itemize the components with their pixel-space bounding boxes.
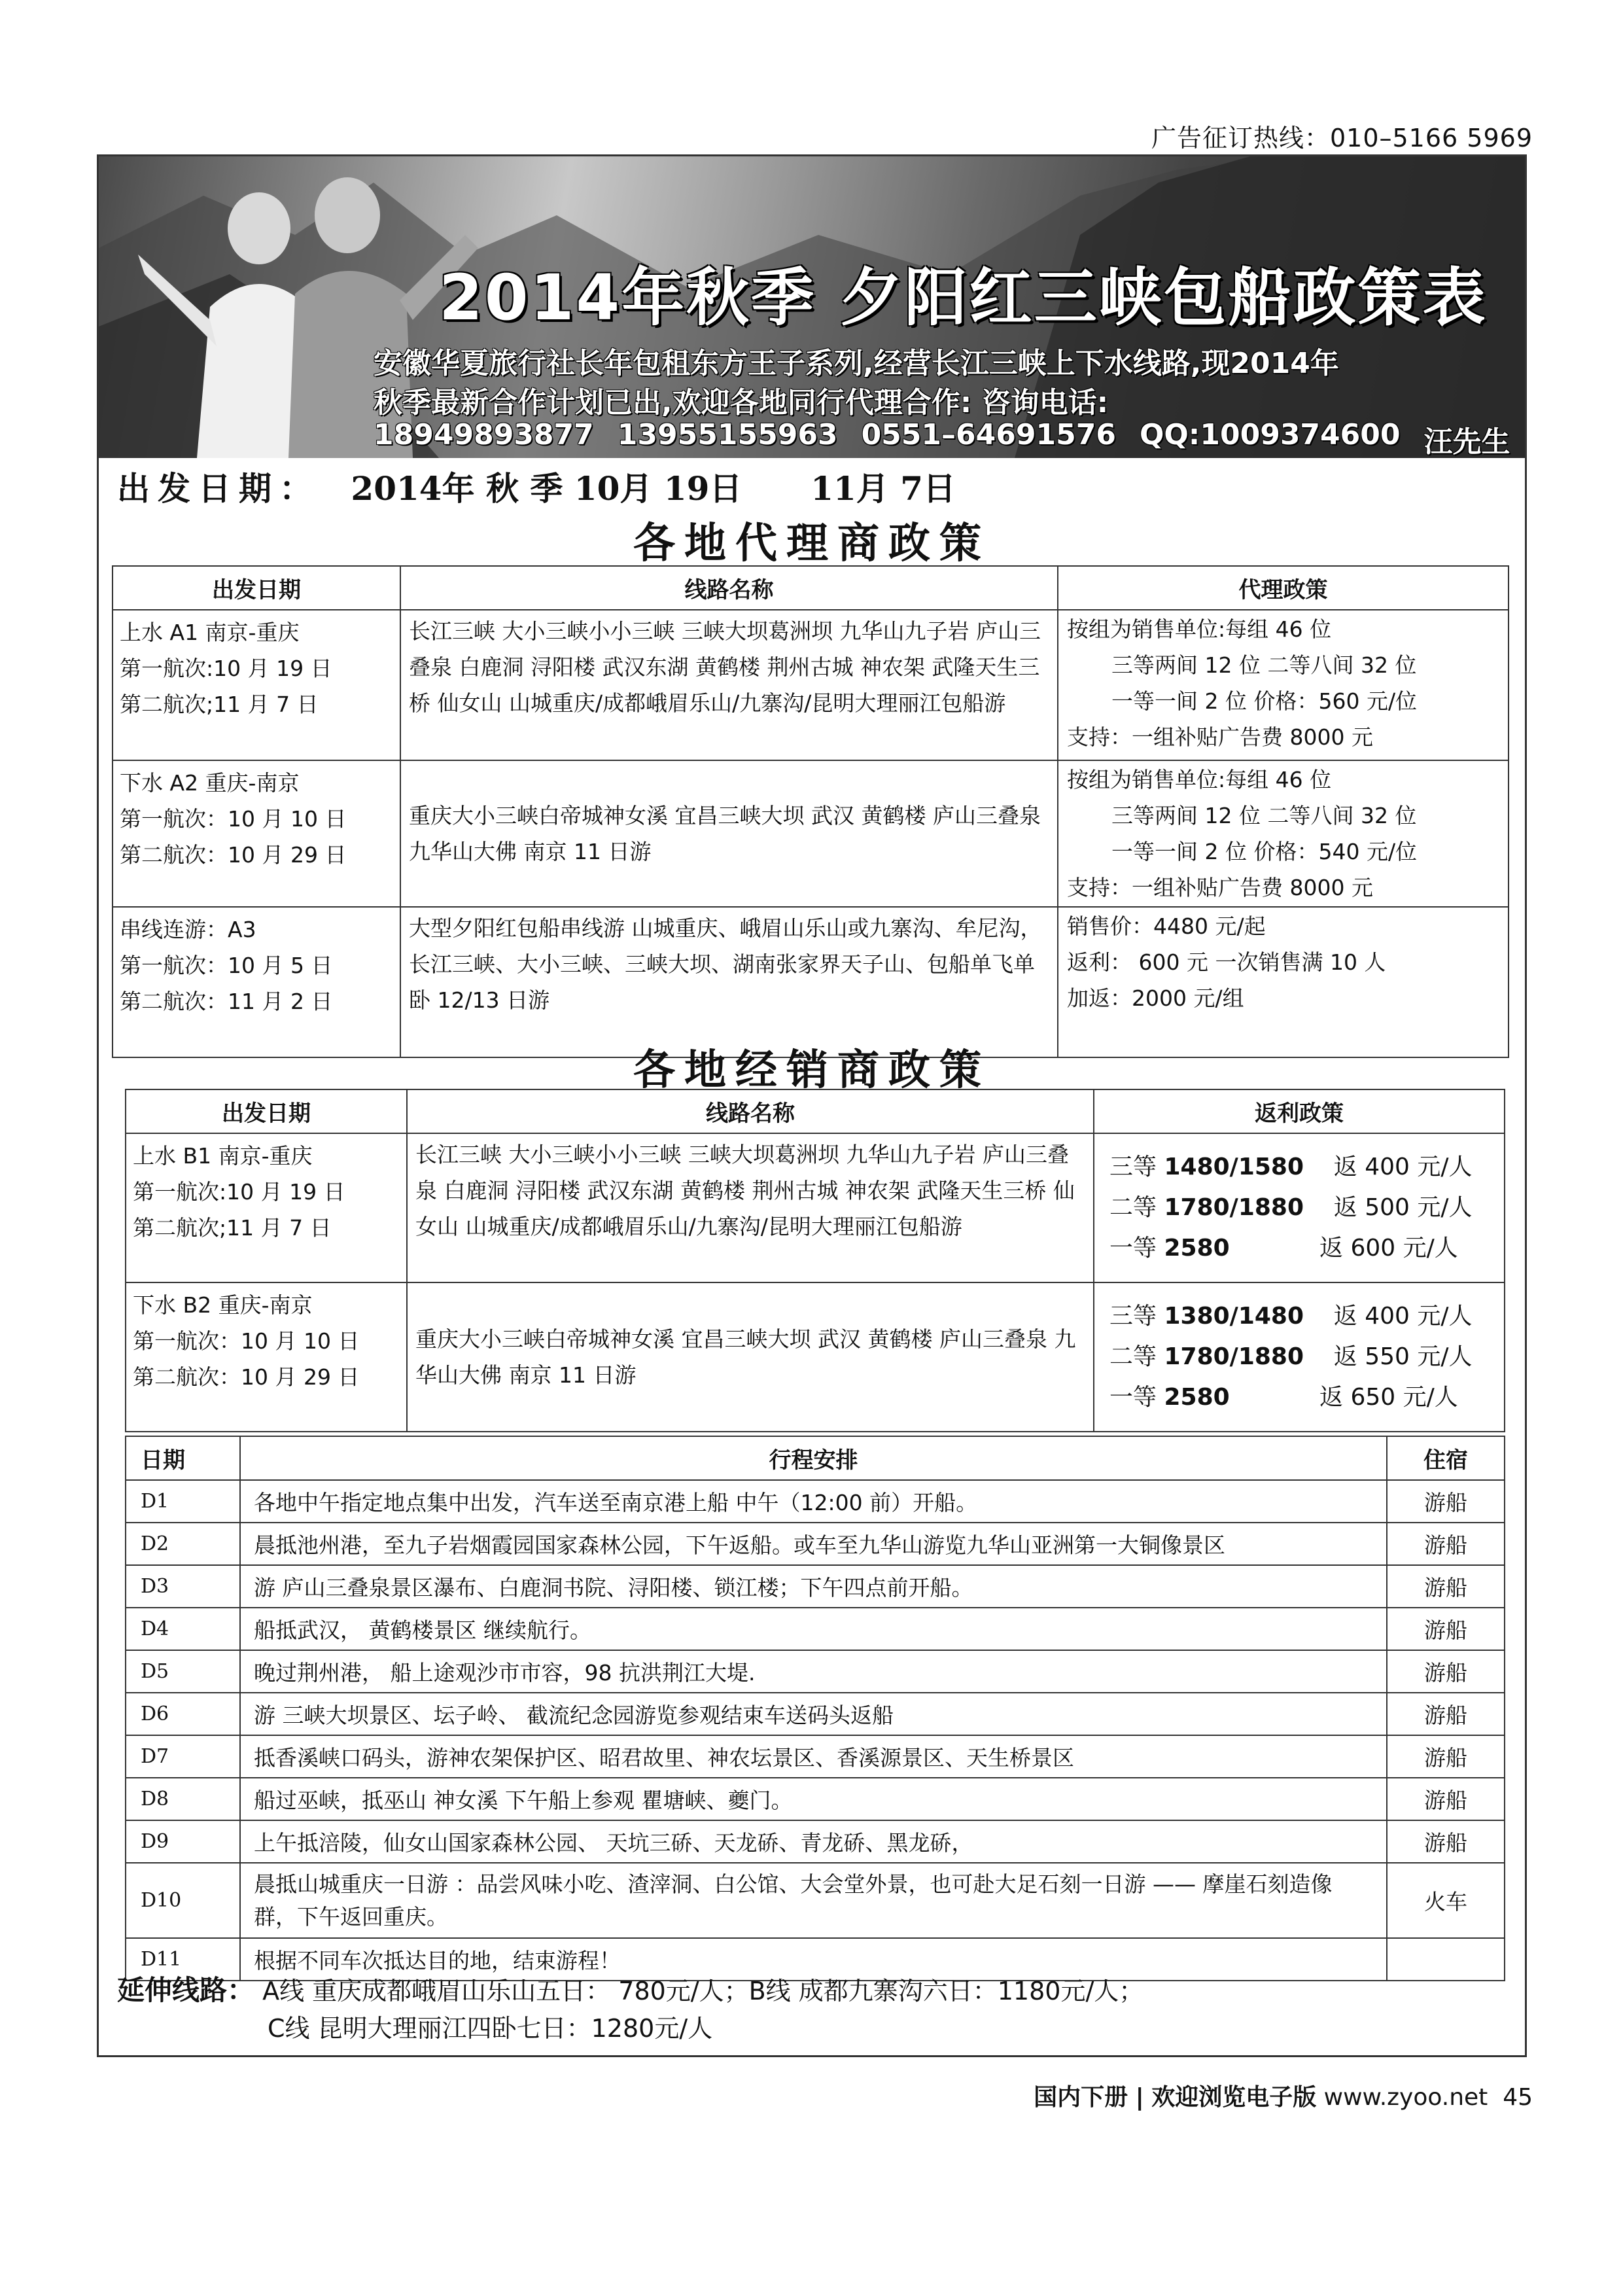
footer-section: 国内下册 bbox=[1034, 2084, 1128, 2111]
agent-policy-a1: 按组为销售单位:每组 46 位 三等两间 12 位 二等八间 32 位 一等一间 2 位 价格：560 元/位 支持：一组补贴广告费 8000 元 bbox=[1058, 610, 1509, 760]
agent-header-date: 出发日期 bbox=[113, 566, 400, 610]
itinerary-header-stay: 住宿 bbox=[1387, 1436, 1505, 1480]
table-row: D8 船过巫峡，抵巫山 神女溪 下午船上参观 瞿塘峡、夔门。 游船 bbox=[126, 1778, 1505, 1820]
agent-policy-table bbox=[112, 565, 1509, 1058]
page-footer bbox=[1034, 2079, 1533, 2112]
extension-line-1: 延伸线路： A线 重庆成都峨眉山乐山五日： 780元/人；B线 成都九寨沟六日：1180元/人； bbox=[117, 1974, 1144, 2006]
itinerary-header-day: 日期 bbox=[126, 1436, 240, 1480]
itinerary-plan: 各地中午指定地点集中出发，汽车送至南京港上船 中午（12:00 前）开船。 bbox=[240, 1480, 1387, 1523]
departure-dates bbox=[117, 463, 956, 510]
table-row: D9 上午抵涪陵，仙女山国家森林公园、 天坑三硚、天龙硚、青龙硚、黑龙硚， 游船 bbox=[126, 1820, 1505, 1863]
phone-1: 18949893877 bbox=[374, 418, 594, 451]
itinerary-plan: 根据不同车次抵达目的地，结束游程！ bbox=[240, 1938, 1387, 1981]
agent-date-a3: 串线连游：A3 第一航次：10 月 5 日 第二航次：11 月 2 日 bbox=[113, 907, 400, 1057]
ad-hotline: 广告征订热线：010–5166 5969 bbox=[1151, 124, 1533, 152]
table-row: D3 游 庐山三叠泉景区瀑布、白鹿洞书院、浔阳楼、锁江楼；下午四点前开船。 游船 bbox=[126, 1565, 1505, 1608]
table-row bbox=[126, 1133, 1505, 1282]
qq-number: QQ:1009374600 bbox=[1139, 418, 1401, 451]
hero-intro-2: 秋季最新合作计划已出,欢迎各地同行代理合作: 咨询电话: bbox=[374, 386, 1109, 419]
footer-slogan: 欢迎浏览电子版 bbox=[1151, 2084, 1317, 2111]
agent-policy-a3: 销售价：4480 元/起 返利： 600 元 一次销售满 10 人 加返：2000 元/组 bbox=[1058, 907, 1509, 1057]
hero-intro-1: 安徽华夏旅行社长年包租东方王子系列,经营长江三峡上下水线路,现2014年 bbox=[374, 347, 1339, 380]
dealer-date-b2: 下水 B2 重庆-南京 第一航次：10 月 10 日 第二航次：10 月 29 日 bbox=[126, 1282, 407, 1432]
agent-policy-a2: 按组为销售单位:每组 46 位 三等两间 12 位 二等八间 32 位 一等一间 2 位 价格：540 元/位 支持：一组补贴广告费 8000 元 bbox=[1058, 760, 1509, 907]
itinerary-plan: 船抵武汉， 黄鹤楼景区 继续航行。 bbox=[240, 1608, 1387, 1650]
departure-first: 2014年 秋 季 10月 19日 bbox=[351, 469, 742, 508]
itinerary-plan: 晨抵池州港，至九子岩烟霞园国家森林公园，下午返船。或车至九华山游览九华山亚洲第一大铜像景区 bbox=[240, 1523, 1387, 1565]
agent-section-title: 各地代理商政策 bbox=[633, 519, 990, 568]
page-number: 45 bbox=[1503, 2084, 1533, 2111]
content-frame bbox=[97, 154, 1527, 2057]
phone-3: 0551–64691576 bbox=[861, 418, 1116, 451]
table-row: D6 游 三峡大坝景区、坛子岭、 截流纪念园游览参观结束车送码头返船 游船 bbox=[126, 1693, 1505, 1735]
table-row: D1 各地中午指定地点集中出发，汽车送至南京港上船 中午（12:00 前）开船。 游船 bbox=[126, 1480, 1505, 1523]
dealer-route-b2: 重庆大小三峡白帝城神女溪 宜昌三峡大坝 武汉 黄鹤楼 庐山三叠泉 九华山大佛 南京 11 日游 bbox=[407, 1282, 1094, 1432]
agent-route-a2: 重庆大小三峡白帝城神女溪 宜昌三峡大坝 武汉 黄鹤楼 庐山三叠泉 九华山大佛 南京 11 日游 bbox=[400, 760, 1058, 907]
table-row: D10 晨抵山城重庆一日游 ：品尝风味小吃、渣滓洞、白公馆、大会堂外景，也可赴大足石刻一日游 —— 摩崖石刻造像群，下午返回重庆。 火车 bbox=[126, 1863, 1505, 1938]
footer-separator: | bbox=[1135, 2084, 1144, 2111]
dealer-policy-table bbox=[125, 1089, 1505, 1432]
dealer-rebate-b2: 三等 1380/1480 返 400 元/人 二等 1780/1880 返 550 元/人 一等 2580 返 650 元/人 bbox=[1094, 1282, 1505, 1432]
extension-label: 延伸线路： bbox=[117, 1974, 255, 2006]
table-row bbox=[126, 1282, 1505, 1432]
table-row bbox=[113, 907, 1509, 1057]
agent-date-a2: 下水 A2 重庆-南京 第一航次：10 月 10 日 第二航次：10 月 29 日 bbox=[113, 760, 400, 907]
itinerary-plan: 晚过荆州港， 船上途观沙市市容，98 抗洪荆江大堤. bbox=[240, 1650, 1387, 1693]
hero-banner bbox=[99, 156, 1525, 458]
itinerary-header-plan: 行程安排 bbox=[240, 1436, 1387, 1480]
itinerary-plan: 游 庐山三叠泉景区瀑布、白鹿洞书院、浔阳楼、锁江楼；下午四点前开船。 bbox=[240, 1565, 1387, 1608]
table-row bbox=[113, 610, 1509, 760]
phone-2: 13955155963 bbox=[617, 418, 838, 451]
dealer-header-route: 线路名称 bbox=[407, 1089, 1094, 1133]
dealer-section-title: 各地经销商政策 bbox=[633, 1046, 990, 1095]
departure-label: 出发日期： bbox=[117, 469, 320, 508]
table-row: D5 晚过荆州港， 船上途观沙市市容，98 抗洪荆江大堤. 游船 bbox=[126, 1650, 1505, 1693]
extension-line-2: C线 昆明大理丽江四卧七日：1280元/人 bbox=[268, 2014, 713, 2043]
itinerary-plan: 晨抵山城重庆一日游 ：品尝风味小吃、渣滓洞、白公馆、大会堂外景，也可赴大足石刻一日游 —— 摩崖石刻造像群，下午返回重庆。 bbox=[240, 1863, 1387, 1938]
itinerary-table bbox=[125, 1436, 1505, 1981]
table-row: D11 根据不同车次抵达目的地，结束游程！ bbox=[126, 1938, 1505, 1981]
footer-site-link[interactable]: www.zyoo.net bbox=[1323, 2084, 1488, 2111]
agent-header-route: 线路名称 bbox=[400, 566, 1058, 610]
dealer-route-b1: 长江三峡 大小三峡小小三峡 三峡大坝葛洲坝 九华山九子岩 庐山三叠泉 白鹿洞 浔阳楼 武汉东湖 黄鹤楼 荆州古城 神农架 武隆天生三桥 仙女山 山城重庆/成都峨眉乐山/九寨沟/昆明大理丽江包船游 bbox=[407, 1133, 1094, 1282]
hero-contact bbox=[374, 418, 1525, 458]
itinerary-plan: 上午抵涪陵，仙女山国家森林公园、 天坑三硚、天龙硚、青龙硚、黑龙硚， bbox=[240, 1820, 1387, 1863]
agent-date-a1: 上水 A1 南京-重庆 第一航次:10 月 19 日 第二航次;11 月 7 日 bbox=[113, 610, 400, 760]
table-row: D4 船抵武汉， 黄鹤楼景区 继续航行。 游船 bbox=[126, 1608, 1505, 1650]
itinerary-plan: 抵香溪峡口码头，游神农架保护区、昭君故里、神农坛景区、香溪源景区、天生桥景区 bbox=[240, 1735, 1387, 1778]
agent-route-a3: 大型夕阳红包船串线游 山城重庆、峨眉山乐山或九寨沟、牟尼沟，长江三峡、大小三峡、三峡大坝、湖南张家界天子山、包船单飞单卧 12/13 日游 bbox=[400, 907, 1058, 1057]
contact-name: 汪先生 bbox=[1423, 425, 1510, 458]
table-row bbox=[113, 760, 1509, 907]
dealer-header-rebate: 返利政策 bbox=[1094, 1089, 1505, 1133]
itinerary-plan: 船过巫峡，抵巫山 神女溪 下午船上参观 瞿塘峡、夔门。 bbox=[240, 1778, 1387, 1820]
dealer-date-b1: 上水 B1 南京-重庆 第一航次:10 月 19 日 第二航次;11 月 7 日 bbox=[126, 1133, 407, 1282]
table-row: D7 抵香溪峡口码头，游神农架保护区、昭君故里、神农坛景区、香溪源景区、天生桥景区 游船 bbox=[126, 1735, 1505, 1778]
table-row: D2 晨抵池州港，至九子岩烟霞园国家森林公园，下午返船。或车至九华山游览九华山亚洲第一大铜像景区 游船 bbox=[126, 1523, 1505, 1565]
departure-second: 11月 7日 bbox=[811, 469, 956, 508]
dealer-rebate-b1: 三等 1480/1580 返 400 元/人 二等 1780/1880 返 500 元/人 一等 2580 返 600 元/人 bbox=[1094, 1133, 1505, 1282]
dealer-header-date: 出发日期 bbox=[126, 1089, 407, 1133]
agent-header-policy: 代理政策 bbox=[1058, 566, 1509, 610]
agent-route-a1: 长江三峡 大小三峡小小三峡 三峡大坝葛洲坝 九华山九子岩 庐山三叠泉 白鹿洞 浔阳楼 武汉东湖 黄鹤楼 荆州古城 神农架 武隆天生三桥 仙女山 山城重庆/成都峨眉乐山/九寨沟/昆明大理丽江包船游 bbox=[400, 610, 1058, 760]
hero-title: 2014年秋季 夕阳红三峡包船政策表 bbox=[439, 261, 1488, 334]
itinerary-plan: 游 三峡大坝景区、坛子岭、 截流纪念园游览参观结束车送码头返船 bbox=[240, 1693, 1387, 1735]
